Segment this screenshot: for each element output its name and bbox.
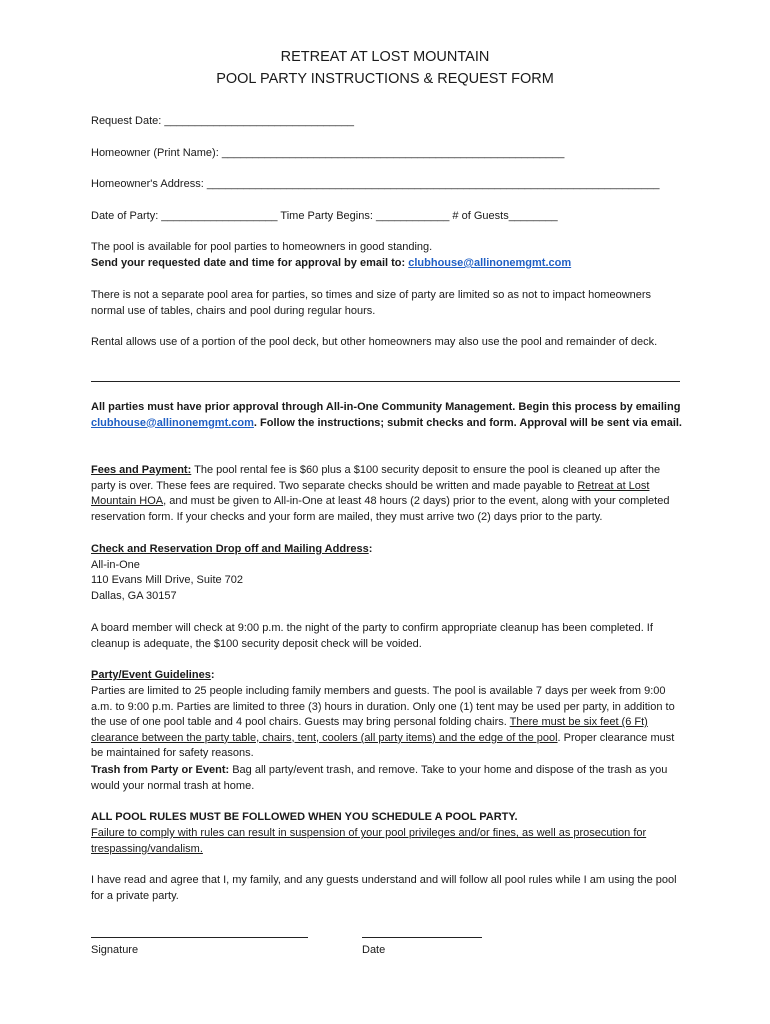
noncompliance-warning: Failure to comply with rules can result in suspension of your pool privileges and/or fines, as well as prosecution for trespassing/vandalism. xyxy=(91,827,647,855)
signature-line xyxy=(91,937,308,938)
guidelines-heading-text: Party/Event Guidelines xyxy=(91,669,211,681)
fees-heading: Fees and Payment: xyxy=(91,464,192,476)
approval-text-2: . Follow the instructions; submit checks and form. Approval will be sent via email. xyxy=(253,416,682,429)
send-request-instruction xyxy=(91,256,571,272)
send-request-text: Send your requested date and time for approval by email to: xyxy=(91,257,409,269)
mailing-address-line1: All-in-One xyxy=(91,559,140,571)
mailing-heading-text: Check and Reservation Drop off and Mailing Address xyxy=(91,543,369,555)
rental-allows-paragraph: Rental allows use of a portion of the pool deck, but other homeowners may also use the pool and remainder of deck. xyxy=(91,336,658,348)
agreement-paragraph: I have read and agree that I, my family, and any guests understand and will follow all pool rules while I am using the pool for a private party. xyxy=(91,874,677,902)
date-label: Date xyxy=(362,944,386,956)
homeowner-name-field: Homeowner (Print Name): ________________________________________________________ xyxy=(91,147,565,159)
trash-text: Bag all party/event trash, and remove. Take to your home and dispose of the trash as you would your normal trash at home. xyxy=(91,764,668,792)
mailing-heading-colon: : xyxy=(368,543,373,555)
date-line xyxy=(362,937,482,938)
party-details-field: Date of Party: ___________________ Time Party Begins: ____________ # of Guests________ xyxy=(91,210,558,222)
homeowner-address-field: Homeowner's Address: __________________________________________________________________________ xyxy=(91,178,660,190)
clubhouse-email-link[interactable]: clubhouse@allinonemgmt.com xyxy=(408,257,572,269)
approval-email-link[interactable]: clubhouse@allinonemgmt.com xyxy=(91,416,254,429)
mailing-heading xyxy=(91,542,372,558)
cleanup-paragraph: A board member will check at 9:00 p.m. the night of the party to confirm appropriate cleanup has been completed. If cleanup is adequate, the $100 security deposit check will be voided. xyxy=(91,622,653,650)
mailing-address-line3: Dallas, GA 30157 xyxy=(91,590,177,602)
pool-rules-heading: ALL POOL RULES MUST BE FOLLOWED WHEN YOU SCHEDULE A POOL PARTY. xyxy=(91,811,518,823)
approval-paragraph xyxy=(91,400,683,431)
guidelines-text-1: Parties are limited to 25 people including family members and guests. The pool is available 7 days per week from 9:00 a.m. to 9:00 p.m. Parties are limited to three (3) hours in duration. Only one (1) tent may be used per party, in addition to the use of one pool table and 4 pool chairs. Guests may bring personal folding chairs. xyxy=(91,685,675,729)
clearance-requirement: There must be six feet (6 Ft) clearance between the party table, chairs, tent, coolers (all party items) and the edge of the pool xyxy=(91,716,648,744)
guidelines-paragraph xyxy=(91,684,683,762)
fees-text-2: , and must be given to All-in-One at least 48 hours (2 days) prior to the event, along with your completed reservation form. If your checks and your form are mailed, they must arrive two (2) days prior to the party. xyxy=(91,495,670,523)
mailing-address-line2: 110 Evans Mill Drive, Suite 702 xyxy=(91,574,244,586)
request-date-field: Request Date: _______________________________ xyxy=(91,115,355,127)
guidelines-text-2: . Proper clearance must be maintained for safety reasons. xyxy=(91,731,675,760)
pool-availability-text: The pool is available for pool parties to homeowners in good standing. xyxy=(91,241,433,253)
separate-area-paragraph: There is not a separate pool area for parties, so times and size of party are limited so as not to impact homeowners normal use of tables, chairs and pool during regular hours. xyxy=(91,289,652,317)
signature-label: Signature xyxy=(91,944,139,956)
guidelines-heading xyxy=(91,668,215,684)
document-title-line1: RETREAT AT LOST MOUNTAIN xyxy=(280,49,490,65)
trash-heading: Trash from Party or Event: xyxy=(91,764,230,776)
fees-text-1: The pool rental fee is $60 plus a $100 security deposit to ensure the pool is cleaned up after the party is over. These fees are required. Two separate checks should be written and made payable to xyxy=(91,464,661,492)
guidelines-heading-colon: : xyxy=(210,669,215,681)
section-divider xyxy=(91,381,680,382)
approval-text-1: All parties must have prior approval through All-in-One Community Management. Begin this process by emailing xyxy=(91,401,681,413)
payee-name: Retreat at Lost Mountain HOA xyxy=(91,479,650,508)
fees-paragraph xyxy=(91,463,683,525)
document-title-line2: POOL PARTY INSTRUCTIONS & REQUEST FORM xyxy=(216,71,554,87)
trash-paragraph xyxy=(91,763,683,794)
